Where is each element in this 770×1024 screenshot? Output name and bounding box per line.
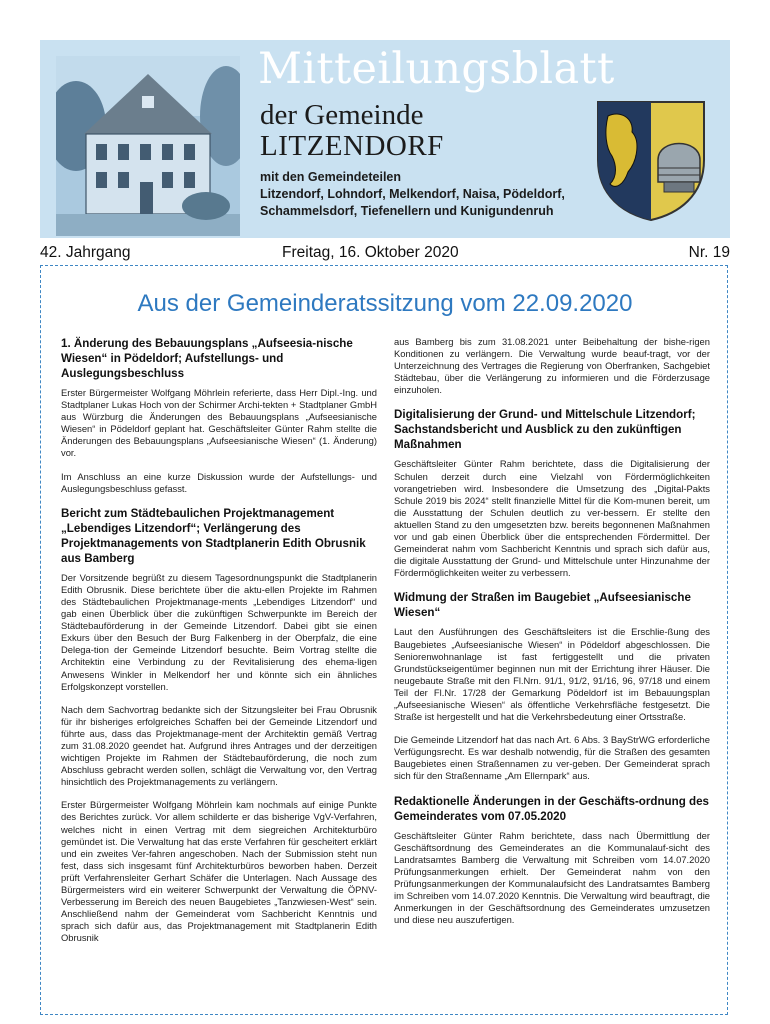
- body-paragraph: Die Gemeinde Litzendorf hat das nach Art. 6 Abs. 3 BayStrWG erforderliche Verfügungsrecht. Es war deshalb notwendig, für die Straßen des gesamten Baugebietes einen Straßennamen zu ver-geben. Der Gemeinderat sprach sich für den Straßenname „Am Ellernpark“ aus.: [394, 734, 710, 782]
- article-headline: Aus der Gemeinderatssitzung vom 22.09.2020: [137, 290, 633, 317]
- publication-subtitle: der Gemeinde: [260, 99, 424, 131]
- town-hall-photo: [56, 56, 240, 236]
- municipal-coat-of-arms: [594, 98, 708, 222]
- section-heading: Redaktionelle Änderungen in der Geschäfts-ordnung des Gemeinderates vom 07.05.2020: [394, 794, 710, 823]
- body-paragraph: aus Bamberg bis zum 31.08.2021 unter Beibehaltung der bishe-rigen Konditionen zu verlängern. Die Verwaltung wurde beauf-tragt, vor der Unterzeichnung des Vertrages die Regierung von Oberfranken, Sachgebiet Städtebau, über die Verlängerung zu informieren und die Förderzusage einzuholen.: [394, 336, 710, 396]
- publication-title: Mitteilungsblatt: [258, 44, 615, 94]
- right-column: [394, 336, 710, 937]
- issue-date: Freitag, 16. Oktober 2020: [282, 244, 459, 261]
- body-paragraph: Geschäftsleiter Günter Rahm berichtete, dass nach Übermittlung der Geschäftsordnung des Gemeinderates an die Kommunalauf-sicht des Landratsamtes Bamberg die Verwaltung mit Schreiben vom 14.07.2020 Prüfungsanmerkungen erhielt. Der Gemeinderat nahm von den Prüfungsanmerkungen der Kommunalaufsicht des Landratsamtes Bamberg im Schreiben vom 14.07.2020 Kenntnis. Die Verwaltung wird beauftragt, die Anmerkungen in der Geschäftsordnung des Gemeinderates umzusetzen und diese neu auszufertigen.: [394, 829, 710, 926]
- body-paragraph: Laut den Ausführungen des Geschäftsleiters ist die Erschlie-ßung des Baugebietes „Aufseesianische Wiesen“ in Pödeldorf abgeschlossen. Die Seniorenwohnanlage ist fast fertiggestellt und die privaten Grundstückseigentümer beginnen nun mit der Errichtung ihrer Häuser. Die neugebaute Straße mit den Fl.Nrn. 91/1, 91/2, 91/16, 96, 97/18 und einem Teil der Fl.Nr. 17/28 der Gemarkung Pödeldorf ist im Bebauungsplan „Aufseesianische Wiesen“ als öffentliche Verkehrsfläche festgesetzt. Die Straße ist hergestellt und hat die Verkehrsbedeutung einer Ortsstraße.: [394, 626, 710, 723]
- district-intro: mit den Gemeindeteilen: [260, 170, 402, 184]
- district-list: [260, 169, 565, 220]
- section-heading: Bericht zum Städtebaulichen Projektmanagement „Lebendiges Litzendorf“; Verlängerung des Projektmanagements von Stadtplanerin Edith Obrusnik aus Bamberg: [61, 506, 366, 565]
- district-line: Schammelsdorf, Tiefenellern und Kunigundenruh: [260, 204, 554, 218]
- section-heading: Digitalisierung der Grund- und Mittelschule Litzendorf; Sachstandsbericht und Ausblick zu den zukünftigen Maßnahmen: [394, 408, 696, 452]
- body-paragraph: Erster Bürgermeister Wolfgang Möhrlein referierte, dass Herr Dipl.-Ing. und Stadtplaner Lukas Hoch von der Schirmer Archi-tekten + Stadtplaner GmbH aus Würzburg die Änderungen des Bebauungsplans „Aufseesianische Wiesen“ in Pödeldorf geplant hat. Geschäftsleiter Günter Rahm stellte die Änderungen des Bebauungsplans „Aufseesianische Wiesen“ (1. Änderung) vor.: [61, 387, 377, 459]
- section-heading: 1. Änderung des Bebauungsplans „Aufseesia-nische Wiesen“ in Pödeldorf; Aufstellungs- und Auslegungsbeschluss: [61, 337, 353, 380]
- body-paragraph: Erster Bürgermeister Wolfgang Möhrlein kam nochmals auf einige Punkte des Berichtes zurück. Vor allem schilderte er das bisherige VgV-Verfahren, welches nicht in einen Vertrag mit dem siegreichen Architekturbüro gemündet ist. Die Verwaltung hat das erste Verfahren für gescheitert erklärt und ein zweites Ver-fahren angeschoben. Nach der Submission steht nun fest, dass sich insgesamt fünf Architekturbüros beworben haben. Derzeit prüft Verfahrensleiter Gerhart Schäfer die Unterlagen. Nach Aussage des Bürgermeisters wird ein weiterer Schwerpunkt der Verwaltung die ÖPNV-Verbesserung im Bereich des neuen Baugebietes „Tanzwiesen-West“ sein. Anschließend nahm der Gemeinderat vom Sachbericht Kenntnis und sprach sich dafür aus, das Projektmanagement mit Stadtplanerin Edith Obrusnik: [61, 799, 377, 944]
- issue-number: Nr. 19: [688, 244, 730, 261]
- left-column: [61, 336, 377, 955]
- municipality-name: LITZENDORF: [260, 130, 444, 162]
- body-paragraph: Nach dem Sachvortrag bedankte sich der Sitzungsleiter bei Frau Obrusnik für ihr bisheriges erfolgreiches Schaffen bei der Gemeinde Litzendorf und führte aus, dass das Projektmanage-ment der Architektin gemäß Vertrag zum 31.08.2020 geendet hat. Aufgrund ihres Antrages und der derzeitigen wichtigen Projekte im Rahmen der Städtebauförderung, die noch zum Abschluss gebracht werden sollen, schlägt die Verwaltung vor, den Vertrag hinsichtlich des Projektmanagements zu verlängern.: [61, 703, 377, 788]
- body-paragraph: Geschäftsleiter Günter Rahm berichtete, dass die Digitalisierung der Schulen derzeit durch eine Vielzahl von Fördermöglichkeiten vorangetrieben wird. Insbesondere die Umsetzung des „Digital-Pakts Schule 2019 bis 2024“ stellt finanzielle Mittel für die Kom-munen bereit, um die Ausstattung der Schulen deutlich zu ver-bessern. Er stellte den aktuellen Stand zu den umgesetzten bzw. bereits begonnenen Maßnahmen vor und gab einen Überblick über die entsprechenden Fördermittel. Der Gemeinderat nahm vom Sachbericht Kenntnis und sprach sich dafür aus, die digitale Ausstattung der Grund- und Mittelschule unter Hinzunahme der Fördermöglichkeiten weiter zu verbessern.: [394, 458, 710, 579]
- body-paragraph: Der Vorsitzende begrüßt zu diesem Tagesordnungspunkt die Stadtplanerin Edith Obrusnik. Diese berichtete über die aktu-ellen Projekte im Rahmen des Städtebaulichen Projektmanage-ments „Lebendiges Litzendorf“ und gab einen Überblick über die zukünftigen Schwerpunkte im Bereich der Städtebauförderung in der Gemeinde Litzendorf. Dabei gibt sie einen Exkurs über den Besuch der Burg Falkenberg in der Oberpfalz, die eine Delega-tion der Gemeinde Litzendorf besuchte. Beim Vortrag stellte die Architektin eine Verbindung zu der Revitalisierung des ehema-ligen Anwesens Winkler in Melkendorf her und könnte sich ein ähnliches Erfolgskonzept vorstellen.: [61, 571, 377, 692]
- section-heading: Widmung der Straßen im Baugebiet „Aufseesianische Wiesen“: [394, 591, 691, 620]
- district-line: Litzendorf, Lohndorf, Melkendorf, Naisa, Pödeldorf,: [260, 187, 565, 201]
- body-paragraph: Im Anschluss an eine kurze Diskussion wurde der Aufstellungs- und Auslegungsbeschluss gefasst.: [61, 470, 377, 494]
- volume-label: 42. Jahrgang: [40, 244, 131, 261]
